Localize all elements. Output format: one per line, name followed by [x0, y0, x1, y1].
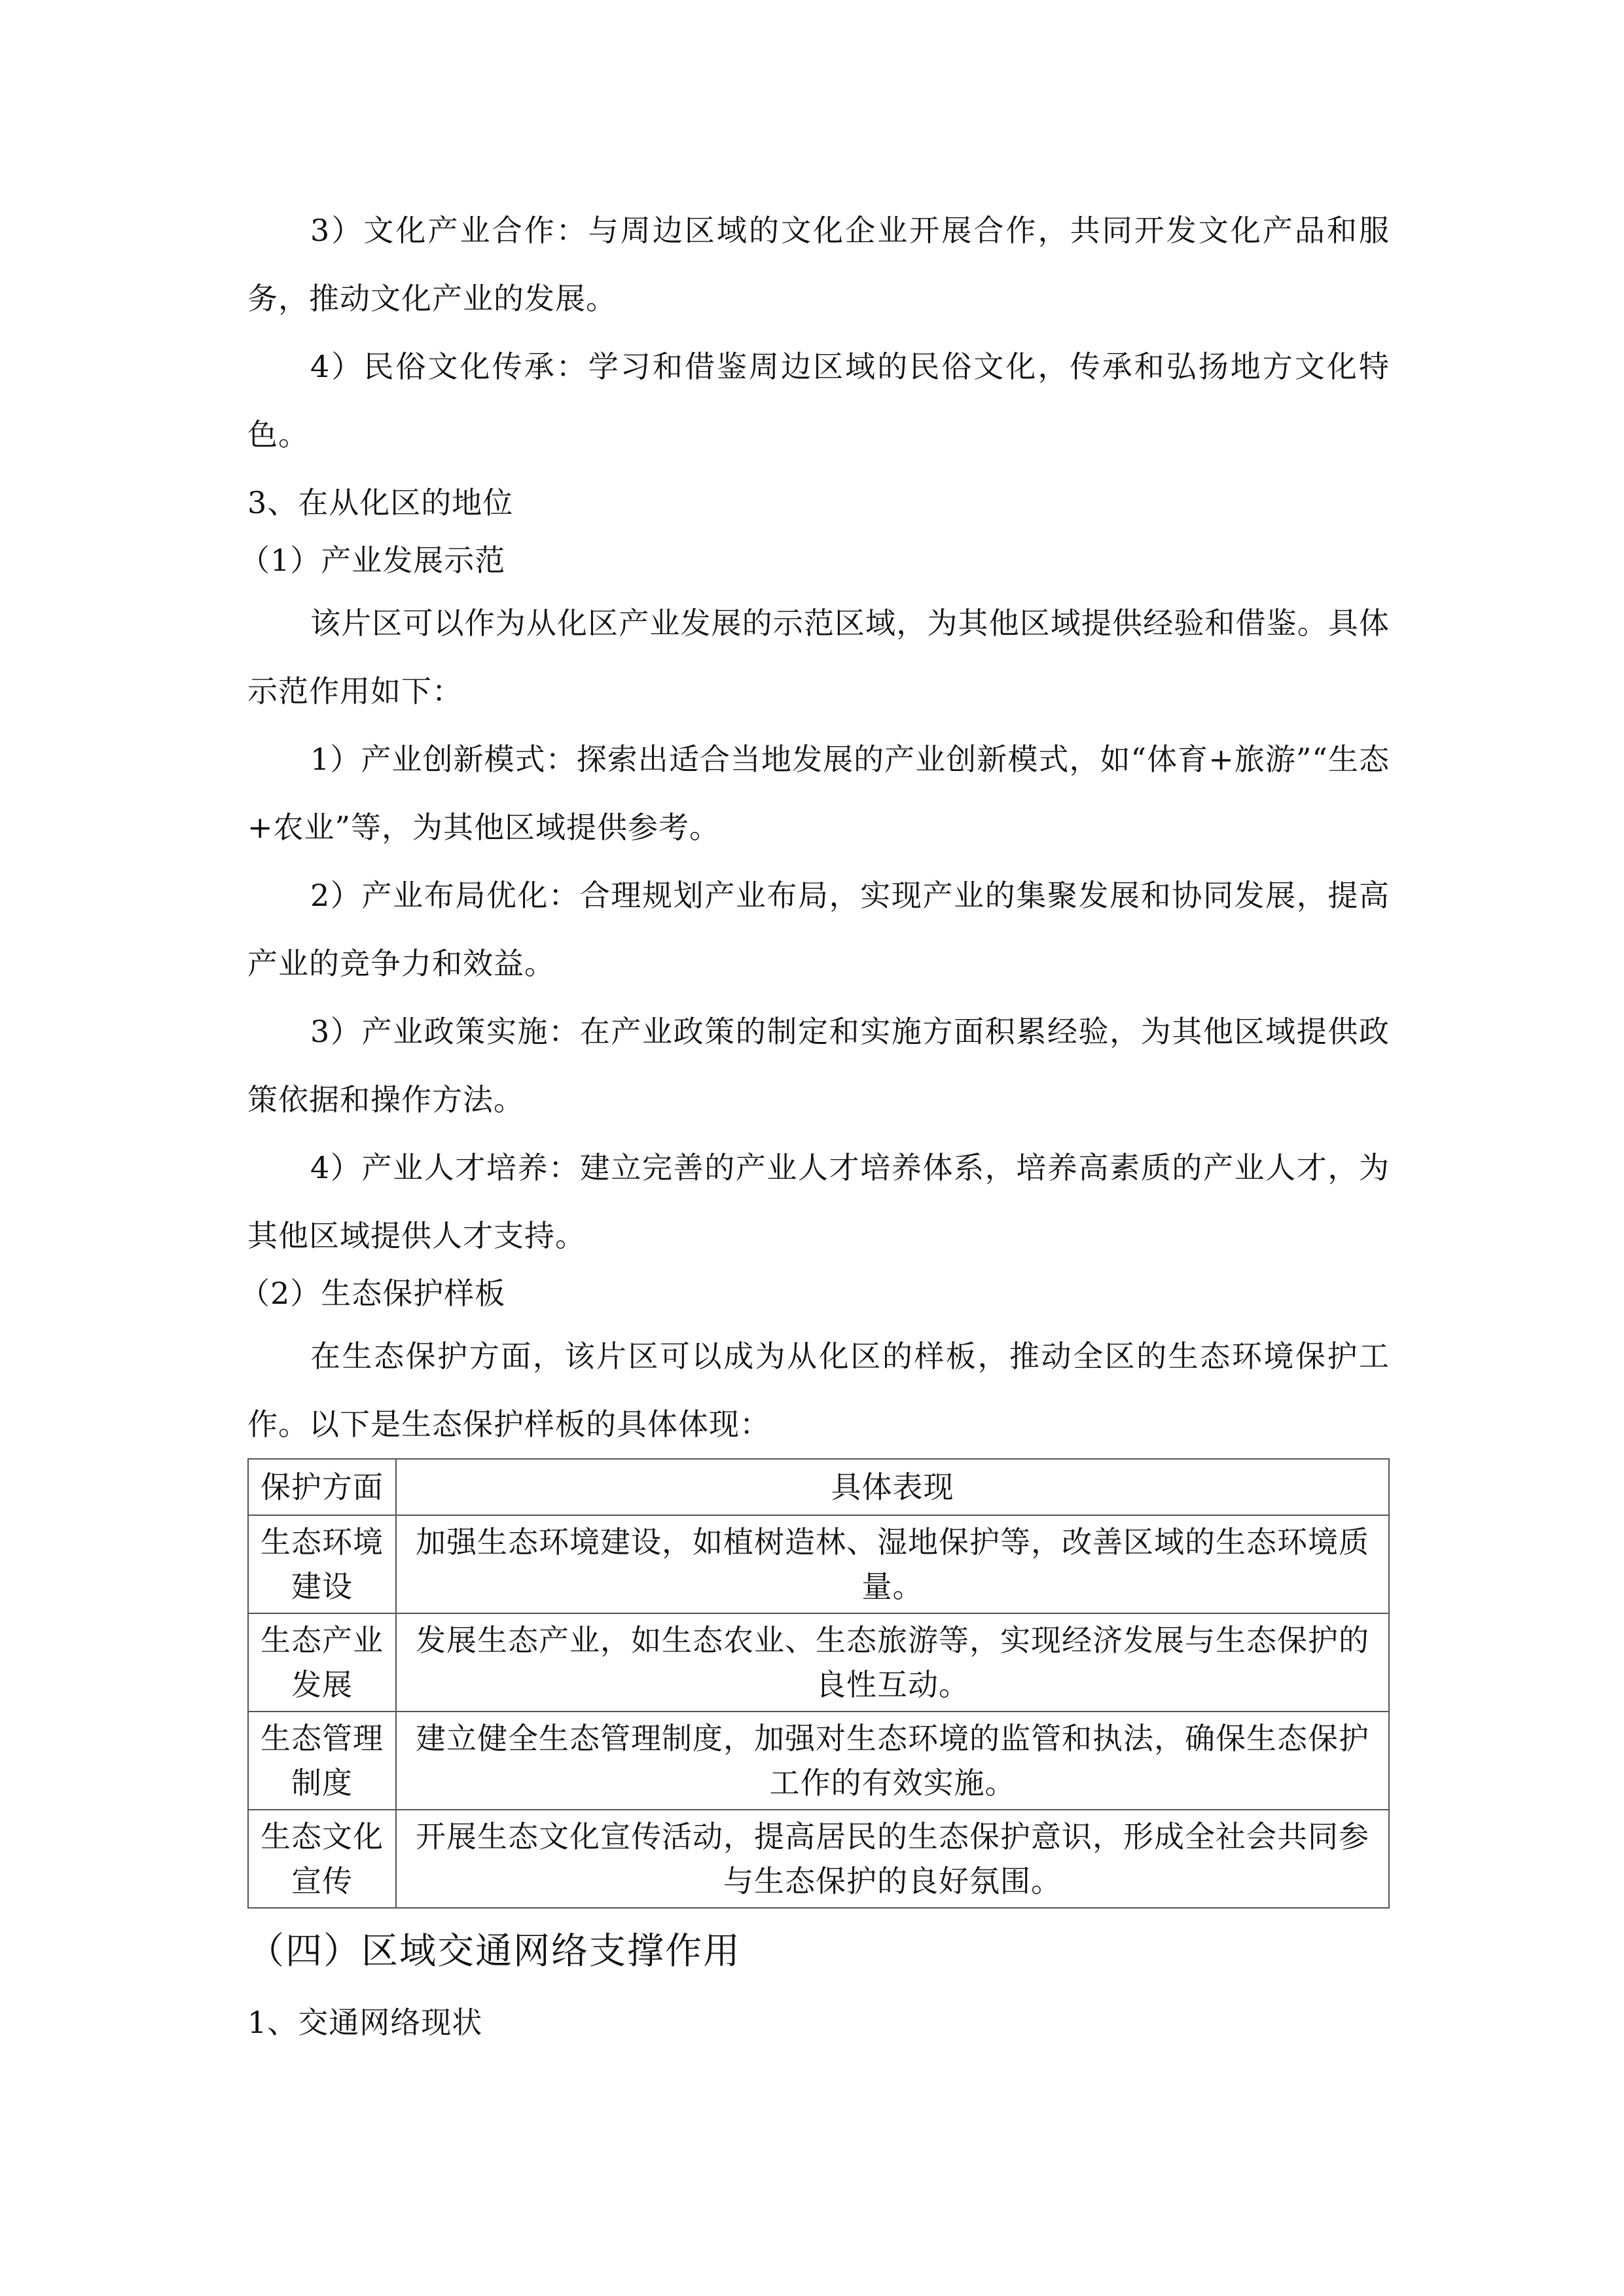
table-cell-aspect: 生态环境建设: [248, 1515, 396, 1613]
table-header-aspect: 保护方面: [248, 1459, 396, 1515]
section-title-transport: （四）区域交通网络支撑作用: [247, 1930, 741, 1973]
table-row: [248, 1613, 1389, 1712]
document-page: [240, 196, 1390, 2049]
heading-transport-status: 1、交通网络现状: [247, 2005, 483, 2040]
table-header-detail: 具体表现: [396, 1459, 1389, 1515]
table-cell-aspect: 生态产业发展: [248, 1613, 396, 1712]
table-row: [248, 1712, 1389, 1810]
table-cell-detail: 加强生态环境建设，如植树造林、湿地保护等，改善区域的生态环境质量。: [396, 1515, 1389, 1613]
heading-eco-model: （2）生态保护样板: [240, 1276, 506, 1311]
eco-protection-table: [247, 1458, 1390, 1909]
paragraph-industry-item-4: 4）产业人才培养：建立完善的产业人才培养体系，培养高素质的产业人才，为其他区域提供人才支持。: [247, 1150, 1390, 1253]
paragraph-eco-intro: 在生态保护方面，该片区可以成为从化区的样板，推动全区的生态环境保护工作。以下是生态保护样板的具体体现：: [247, 1338, 1390, 1442]
paragraph-industry-intro: 该片区可以作为从化区产业发展的示范区域，为其他区域提供经验和借鉴。具体示范作用如下：: [247, 605, 1390, 709]
table-header-row: [248, 1459, 1389, 1515]
paragraph-industry-item-1: 1）产业创新模式：探索出适合当地发展的产业创新模式，如“体育+旅游”“生态+农业”等，为其他区域提供参考。: [247, 742, 1390, 845]
table-cell-detail: 开展生态文化宣传活动，提高居民的生态保护意识，形成全社会共同参与生态保护的良好氛围。: [396, 1810, 1389, 1908]
paragraph-industry-item-3: 3）产业政策实施：在产业政策的制定和实施方面积累经验，为其他区域提供政策依据和操作方法。: [247, 1014, 1390, 1117]
table-cell-aspect: 生态管理制度: [248, 1712, 396, 1810]
heading-status-in-conghua: 3、在从化区的地位: [247, 485, 514, 520]
table-cell-detail: 建立健全生态管理制度，加强对生态环境的监管和执法，确保生态保护工作的有效实施。: [396, 1712, 1389, 1810]
paragraph-folk-culture: 4）民俗文化传承：学习和借鉴周边区域的民俗文化，传承和弘扬地方文化特色。: [247, 349, 1390, 452]
paragraph-culture-cooperation: 3）文化产业合作：与周边区域的文化企业开展合作，共同开发文化产品和服务，推动文化产业的发展。: [247, 213, 1390, 316]
table-row: [248, 1810, 1389, 1908]
table-cell-detail: 发展生态产业，如生态农业、生态旅游等，实现经济发展与生态保护的良性互动。: [396, 1613, 1389, 1712]
table-row: [248, 1515, 1389, 1613]
paragraph-industry-item-2: 2）产业布局优化：合理规划产业布局，实现产业的集聚发展和协同发展，提高产业的竞争力和效益。: [247, 878, 1390, 981]
heading-industry-demo: （1）产业发展示范: [240, 543, 506, 578]
table-cell-aspect: 生态文化宣传: [248, 1810, 396, 1908]
